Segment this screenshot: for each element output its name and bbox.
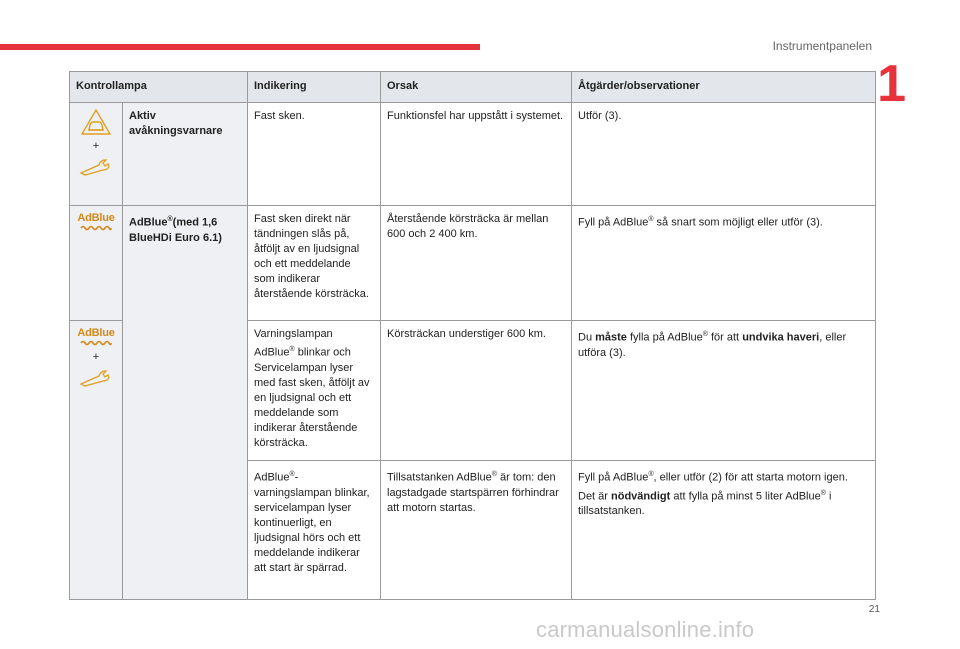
action-text <box>572 206 876 321</box>
text-part: -varningslampan blinkar, servicelampan lyser kontinuerligt, en ljudsignal hörs och ett meddelande indikerar att start är spärrad. <box>254 471 370 574</box>
text-part: Fyll på AdBlue <box>578 216 649 229</box>
cause-text: Funktionsfel har uppstått i systemet. <box>381 103 572 206</box>
column-header: Indikering <box>248 72 381 103</box>
registered-mark: ® <box>289 471 295 478</box>
registered-mark: ® <box>167 216 173 223</box>
lamp-icon-cell <box>70 321 123 600</box>
header-red-bar <box>0 44 480 50</box>
table-row <box>70 206 876 321</box>
text-part: Tillsatstanken AdBlue <box>387 471 492 484</box>
indication-text <box>248 461 381 600</box>
plus-sign: + <box>92 140 100 152</box>
registered-mark: ® <box>289 346 295 353</box>
action-text: Utför (3). <box>572 103 876 206</box>
lamp-name-part: (med 1,6 BlueHDi Euro 6.1) <box>129 216 222 244</box>
adblue-icon-label: AdBlue <box>77 212 115 224</box>
lamp-icon-cell <box>70 103 123 206</box>
emphasis-text: måste <box>595 331 627 344</box>
action-text <box>572 461 876 600</box>
text-part: Det är <box>578 490 612 503</box>
table-header-row <box>70 72 876 103</box>
column-header: Kontrollampa <box>70 72 248 103</box>
text-part: fylla på AdBlue <box>626 331 703 344</box>
indication-text: Fast sken. <box>248 103 381 206</box>
chapter-number: 1 <box>877 55 906 113</box>
wave-icon <box>80 225 112 231</box>
column-header: Orsak <box>381 72 572 103</box>
text-part: Du <box>578 331 596 344</box>
registered-mark: ® <box>702 331 708 338</box>
registered-mark: ® <box>820 489 826 497</box>
emphasis-text: nödvändigt <box>611 490 671 503</box>
adblue-icon <box>76 212 116 231</box>
cause-text: Körsträckan understiger 600 km. <box>381 321 572 461</box>
column-header: Åtgärder/observationer <box>572 72 876 103</box>
lamp-name: Aktiv avåkningsvarnare <box>123 103 248 206</box>
watermark-text: carmanualsonline.info <box>536 617 755 642</box>
registered-mark: ® <box>491 471 497 478</box>
text-part: AdBlue <box>254 471 290 484</box>
service-wrench-icon <box>79 369 113 387</box>
text-part: , eller utföra (3). <box>578 331 847 359</box>
registered-mark: ® <box>648 471 654 478</box>
text-part: att fylla på minst 5 liter AdBlue <box>670 490 821 503</box>
text-part: för att <box>707 331 743 344</box>
lamp-name <box>123 206 248 600</box>
table-row <box>70 103 876 206</box>
driver-attention-car-icon <box>81 109 111 135</box>
action-text <box>572 321 876 461</box>
emphasis-text: undvika haveri <box>742 331 820 344</box>
plus-sign: + <box>92 351 100 363</box>
warning-lamp-table <box>69 71 876 600</box>
wave-icon <box>80 340 112 346</box>
indication-text <box>248 321 381 461</box>
section-title: Instrumentpanelen <box>772 39 872 53</box>
service-wrench-icon <box>79 158 113 176</box>
text-part: , eller utför (2) för att starta motorn igen. <box>653 471 848 484</box>
text-part: Varningslampan AdBlue <box>254 328 333 359</box>
text-part: är tom: den lagstadgade startspärren förhindrar att motorn startas. <box>387 471 559 514</box>
text-part: blinkar och Servicelampan lyser med fast sken, åtföljt av en ljudsignal och ett meddelande som indikerar återstående körsträcka. <box>254 346 370 449</box>
indication-text: Fast sken direkt när tändningen slås på, åtföljt av en ljudsignal och ett meddelande som indikerar återstående körsträcka. <box>248 206 381 321</box>
adblue-icon-label: AdBlue <box>77 327 115 339</box>
text-part: så snart som möjligt eller utför (3). <box>653 216 823 229</box>
registered-mark: ® <box>648 216 654 223</box>
text-part: Fyll på AdBlue <box>578 471 649 484</box>
lamp-icon-cell <box>70 206 123 321</box>
cause-text <box>381 461 572 600</box>
page-number: 21 <box>868 604 880 615</box>
cause-text: Återstående körsträcka är mellan 600 och 2 400 km. <box>381 206 572 321</box>
lamp-name-part: AdBlue <box>129 216 168 229</box>
text-part: i tillsatstanken. <box>578 490 832 518</box>
